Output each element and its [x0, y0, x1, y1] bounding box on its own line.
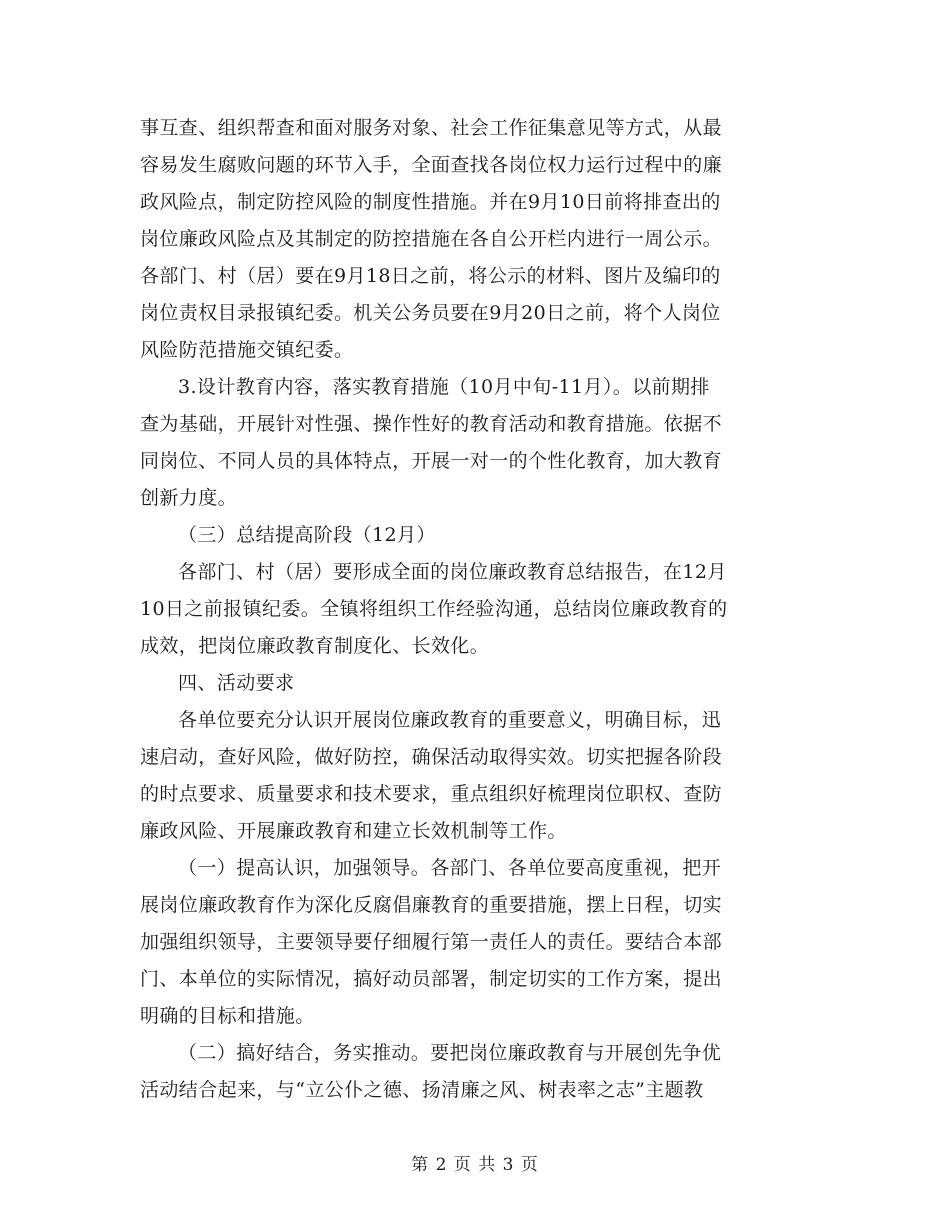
text-line: 门、本单位的实际情况，搞好动员部署，制定切实的工作方案，提出	[140, 968, 723, 990]
text-line: 各单位要充分认识开展岗位廉政教育的重要意义，明确目标，迅	[178, 709, 722, 731]
text-line: （二）搞好结合，务实推动。要把岗位廉政教育与开展创先争优	[178, 1042, 722, 1064]
text-line: 同岗位、不同人员的具体特点，开展一对一的个性化教育，加大教育	[140, 450, 723, 472]
text-line: 政风险点，制定防控风险的制度性措施。并在9月10日前将排查出的	[140, 191, 721, 213]
document-body	[140, 110, 810, 1109]
text-line: 创新力度。	[140, 487, 238, 509]
text-line: 各部门、村（居）要形成全面的岗位廉政教育总结报告，在12月	[178, 561, 727, 583]
text-line: 展岗位廉政教育作为深化反腐倡廉教育的重要措施，摆上日程，切实	[140, 894, 723, 916]
text-line: 10日之前报镇纪委。全镇将组织工作经验沟通，总结岗位廉政教育的	[140, 598, 728, 620]
text-line: 各部门、村（居）要在9月18日之前，将公示的材料、图片及编印的	[140, 265, 721, 287]
text-line: 廉政风险、开展廉政教育和建立长效机制等工作。	[140, 820, 567, 842]
text-line: 岗位责权目录报镇纪委。机关公务员要在9月20日之前，将个人岗位	[140, 302, 721, 324]
text-line: （三）总结提高阶段（12月）	[178, 524, 436, 546]
text-line: 加强组织领导，主要领导要仔细履行第一责任人的责任。要结合本部	[140, 931, 723, 953]
text-line: 事互查、组织帮查和面对服务对象、社会工作征集意见等方式，从最	[140, 117, 723, 139]
text-line: 明确的目标和措施。	[140, 1005, 315, 1027]
text-line: 的时点要求、质量要求和技术要求，重点组织好梳理岗位职权、查防	[140, 783, 723, 805]
text-line: 四、活动要求	[178, 672, 295, 694]
text-line: 查为基础，开展针对性强、操作性好的教育活动和教育措施。依据不	[140, 413, 723, 435]
text-line: 速启动，查好风险，做好防控，确保活动取得实效。切实把握各阶段	[140, 746, 723, 768]
text-line: 活动结合起来，与“立公仆之德、扬清廉之风、树表率之志”主题教	[140, 1079, 704, 1101]
text-line: 风险防范措施交镇纪委。	[140, 339, 354, 361]
page-footer: 第 2 页 共 3 页	[411, 1155, 539, 1175]
text-line: 3.设计教育内容，落实教育措施（10月中旬-11月）。以前期排	[178, 376, 710, 398]
text-line: 成效，把岗位廉政教育制度化、长效化。	[140, 635, 490, 657]
text-line: （一）提高认识，加强领导。各部门、各单位要高度重视，把开	[178, 857, 722, 879]
text-line: 容易发生腐败问题的环节入手，全面查找各岗位权力运行过程中的廉	[140, 154, 723, 176]
text-line: 岗位廉政风险点及其制定的防控措施在各自公开栏内进行一周公示。	[140, 228, 723, 250]
